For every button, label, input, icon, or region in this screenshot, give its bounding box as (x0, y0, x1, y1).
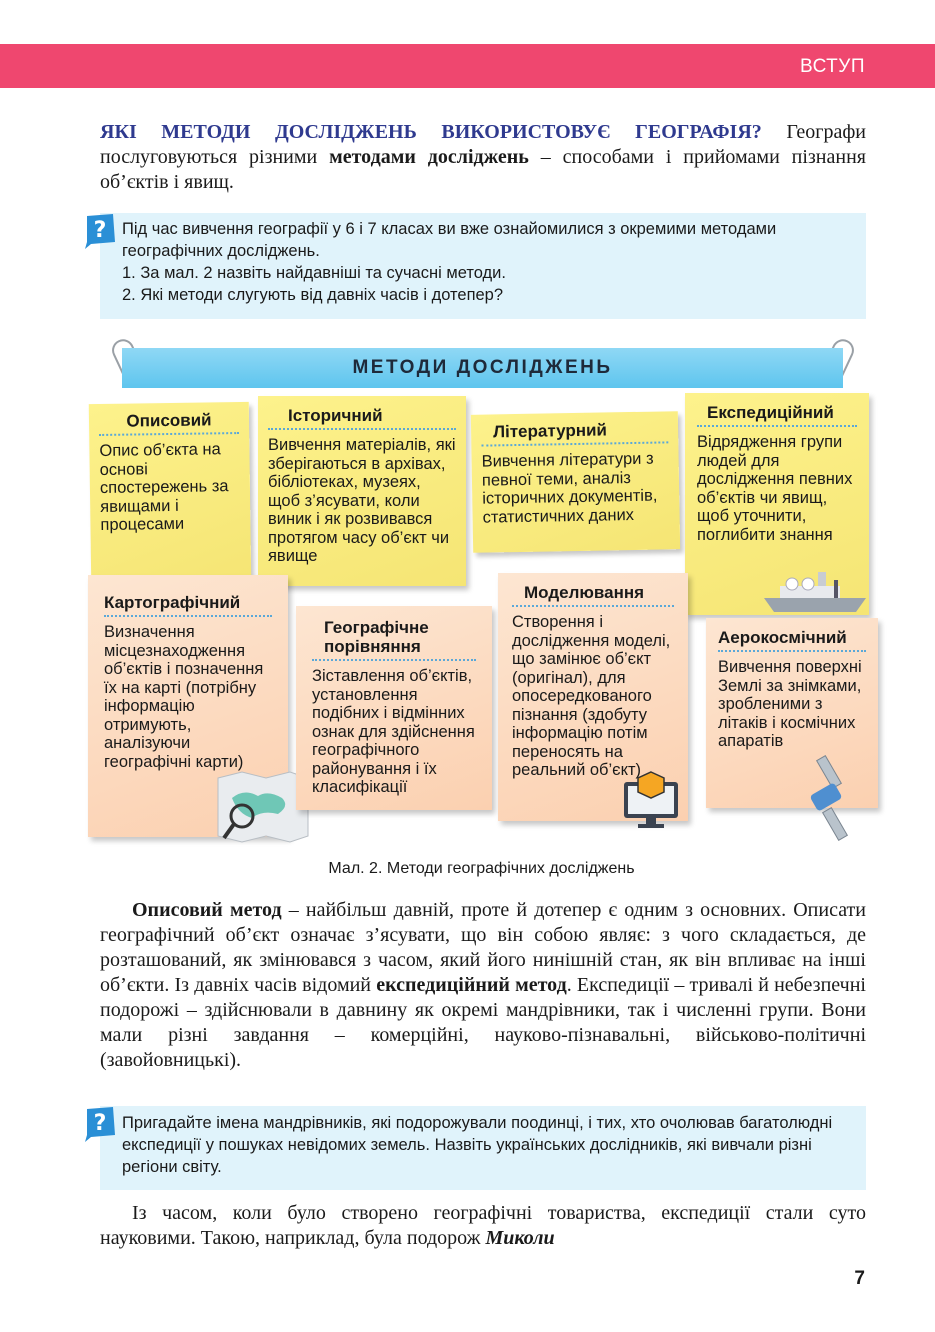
card-title: Літературний (481, 419, 668, 446)
question-text: Під час вивчення географії у 6 і 7 класах ви вже ознайомилися з окремими методами географічних досліджень. (122, 220, 777, 260)
computer-model-icon (620, 768, 682, 832)
ship-icon (760, 566, 870, 616)
card-title: Історичний (268, 406, 456, 430)
card-text: Створення і дослідження моделі, що замінює об’єкт (оригінал), для опосередкованого пізнання (здобуту інформацію потім переносять на реальний об’єкт) (512, 613, 671, 779)
question-item-2: 2. Які методи слугують від давніх часів і дотепер? (122, 286, 504, 304)
satellite-icon (800, 752, 860, 848)
question-box-1 (100, 213, 866, 319)
card-text: Відрядження групи людей для дослідження певних об’єктів чи явищ, щоб уточнити, поглибити знання (697, 433, 853, 544)
key-term: Описовий метод (132, 899, 282, 921)
card-text: Вивчення літератури з певної теми, аналіз історичних документів, статистичних даних (481, 449, 658, 527)
figure-caption: Мал. 2. Методи географічних досліджень (328, 860, 635, 877)
card-text: Визначення місцезнаходження об’єктів і позначення їх на карті (потрібну інформацію отримують, аналізуючи географічні карти) (104, 623, 264, 771)
question-mark-icon (83, 1105, 117, 1143)
method-card-historical (258, 396, 466, 586)
card-text: Зіставлення об’єктів, установлення подібних і відмінних ознак для здійснення географічного районування і їх класифікації (312, 667, 475, 796)
method-card-descriptive (89, 402, 251, 582)
question-item-1: 1. За мал. 2 назвіть найдавніші та сучасні методи. (122, 264, 506, 282)
card-title: Експедиційний (697, 403, 857, 427)
svg-text:?: ? (93, 218, 107, 243)
page-number: 7 (854, 1268, 865, 1289)
card-text: Вивчення матеріалів, які зберігаються в архівах, бібліотеках, музеях, щоб з’ясувати, коли виник і як розвивався протягом часу об’єкт чи явище (268, 436, 456, 565)
svg-text:?: ? (93, 1111, 107, 1136)
section-header-bar (0, 44, 935, 88)
key-term: експедиційний метод (376, 974, 567, 996)
key-term: методами досліджень (329, 146, 529, 168)
section-label: ВСТУП (800, 56, 865, 77)
body-paragraph-2: Із часом, коли було створено географічні товариства, експедиції стали суто науковими. Такою, наприклад, була подорож Миколи (100, 1202, 866, 1249)
methods-banner: МЕТОДИ ДОСЛІДЖЕНЬ (122, 348, 843, 388)
card-text: Вивчення поверхні Землі за знімками, зробленими з літаків і космічних апаратів (718, 658, 862, 750)
card-title: Географічне порівняння (312, 618, 476, 661)
card-text: Опис об’єкта на основі спостережень за явищами і процесами (99, 440, 229, 534)
method-card-literary (471, 411, 680, 553)
card-title: Картографічний (104, 593, 272, 617)
section-question-heading: ЯКІ МЕТОДИ ДОСЛІДЖЕНЬ ВИКОРИСТОВУЄ ГЕОГРАФІЯ? (100, 121, 762, 143)
method-card-comparison (296, 606, 492, 810)
body-paragraph-1: Описовий метод – найбільш давній, проте й дотепер є одним з основних. Описати географічний об’єкт означає з’ясувати, що він собою являє: з чого складається, де розташований, як змінювався з часом, який його нинішній стан, як він впливає на інші об’єкти. Із давніх часів відомий експедиційний метод. Експедиції – тривалі й небезпечні подорожі – здійснювали в давнину як окремі мандрівники, так і численні групи. Вони мали різні завдання – комерційні, науково-пізнавальні, військово-політичні (завойовницькі). (100, 899, 866, 1071)
card-title: Аерокосмічний (718, 628, 866, 652)
card-title: Описовий (99, 410, 239, 436)
intro-paragraph: ЯКІ МЕТОДИ ДОСЛІДЖЕНЬ ВИКОРИСТОВУЄ ГЕОГРАФІЯ? Географи послуговуються різними методами досліджень – способами і прийомами пізнання об’єктів і явищ. (100, 121, 866, 193)
card-title: Моделювання (512, 583, 674, 607)
person-name: Миколи (485, 1227, 555, 1249)
question-box-2: Пригадайте імена мандрівників, які подорожували поодинці, і тих, хто очолював багатолюдні експедиції у пошуках невідомих земель. Назвіть українських дослідників, які вивчали різні регіони світу. (100, 1106, 866, 1190)
question-mark-icon (83, 212, 117, 250)
